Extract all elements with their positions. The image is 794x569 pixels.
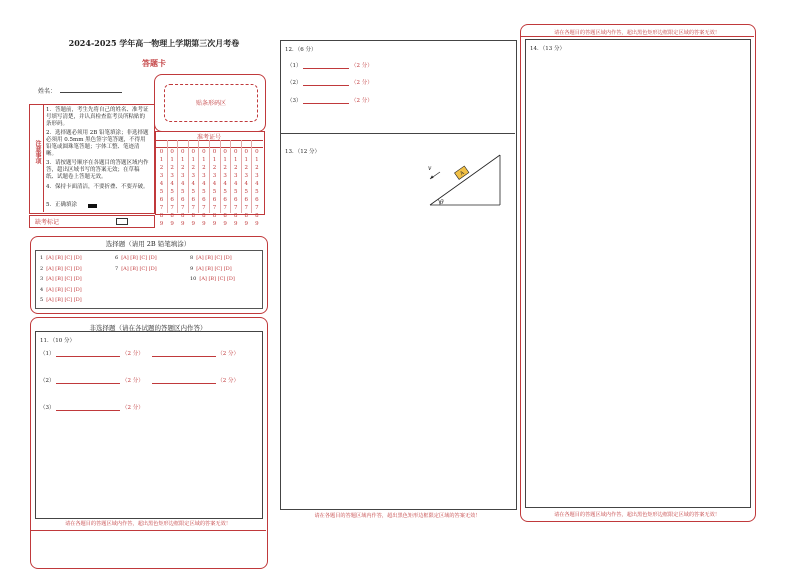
choice-question-number: 10 bbox=[190, 276, 197, 282]
angle-label: θ bbox=[440, 199, 444, 206]
warning-col3-bottom: 请在各题目的答题区域内作答，超出黑色矩形边框限定区域的答案无效！ bbox=[553, 512, 720, 518]
exam-id-digit-bubble[interactable]: 3 bbox=[191, 173, 196, 179]
choice-option-bubbles[interactable]: [A] [B] [C] [D] bbox=[121, 255, 157, 261]
exam-id-digit-bubble[interactable]: 3 bbox=[180, 173, 185, 179]
choice-question-number: 3 bbox=[40, 276, 44, 282]
exam-id-digit-bubble[interactable]: 1 bbox=[180, 157, 185, 163]
choice-option-bubbles[interactable]: [A] [B] [C] [D] bbox=[199, 276, 235, 282]
exam-id-digit-bubble[interactable]: 6 bbox=[223, 197, 227, 203]
exam-id-digit-bubble[interactable]: 1 bbox=[202, 157, 206, 163]
exam-id-digit-bubble[interactable]: 1 bbox=[159, 157, 164, 163]
incline-figure bbox=[418, 150, 504, 212]
exam-id-col-divider bbox=[209, 140, 210, 213]
choice-option-bubbles[interactable]: [A] [B] [C] [D] bbox=[196, 255, 232, 261]
choice-question-number: 9 bbox=[190, 266, 194, 272]
q12-answer-line[interactable] bbox=[303, 68, 349, 69]
exam-id-digit-bubble[interactable]: 2 bbox=[244, 165, 249, 171]
absent-checkbox[interactable] bbox=[116, 218, 128, 225]
exam-id-digit-bubble[interactable]: 6 bbox=[255, 197, 259, 203]
q11-points: （2 分） bbox=[122, 351, 144, 357]
exam-id-column bbox=[231, 148, 240, 228]
exam-id-digit-bubble[interactable]: 8 bbox=[233, 213, 238, 219]
exam-id-digit-bubble[interactable]: 4 bbox=[191, 181, 196, 187]
q11-points: （2 分） bbox=[217, 351, 239, 357]
choice-question-number: 1 bbox=[40, 255, 44, 261]
incline-slope bbox=[430, 155, 500, 205]
exam-id-digit-bubble[interactable]: 4 bbox=[223, 181, 227, 187]
barcode-label: 贴条形码区 bbox=[195, 100, 226, 107]
note-item-3: 3．请按题号顺序在各题目的答题区域内作答，超出区域书写的答案无效；在草稿纸、试题卷上答题无效。 bbox=[46, 160, 149, 180]
exam-id-digit-bubble[interactable]: 3 bbox=[223, 173, 227, 179]
exam-id-digit-bubble[interactable]: 8 bbox=[180, 213, 185, 219]
warning-col3-top: 请在各题目的答题区域内作答，超出黑色矩形边框限定区域的答案无效！ bbox=[553, 30, 720, 36]
exam-id-digit-bubble[interactable]: 9 bbox=[202, 221, 206, 227]
exam-id-digit-bubble[interactable]: 0 bbox=[159, 149, 164, 155]
exam-id-digit-bubble[interactable]: 4 bbox=[202, 181, 206, 187]
filled-mark-sample bbox=[88, 204, 97, 208]
q12-part-3: （3） bbox=[287, 98, 302, 104]
exam-id-digit-bubble[interactable]: 7 bbox=[255, 205, 259, 211]
exam-id-digit-bubble[interactable]: 3 bbox=[159, 173, 164, 179]
q12-row-1 bbox=[287, 61, 373, 69]
q11-answer-line[interactable] bbox=[56, 383, 120, 384]
exam-id-col-divider bbox=[251, 140, 252, 213]
q11-row-1 bbox=[40, 349, 239, 357]
choice-question-number: 2 bbox=[40, 266, 44, 272]
choice-question-row bbox=[115, 266, 157, 272]
exam-id-digit-bubble[interactable]: 9 bbox=[255, 221, 259, 227]
exam-id-digit-bubble[interactable]: 4 bbox=[159, 181, 164, 187]
exam-id-digit-bubble[interactable]: 0 bbox=[255, 149, 259, 155]
choice-question-number: 8 bbox=[190, 255, 194, 261]
choice-option-bubbles[interactable]: [A] [B] [C] [D] bbox=[46, 276, 82, 282]
exam-id-digit-bubble[interactable]: 7 bbox=[191, 205, 196, 211]
choice-question-row bbox=[115, 255, 157, 261]
exam-id-digit-bubble[interactable]: 1 bbox=[170, 157, 174, 163]
exam-id-digit-bubble[interactable]: 2 bbox=[170, 165, 174, 171]
exam-id-digit-bubble[interactable]: 0 bbox=[180, 149, 185, 155]
exam-id-digit-bubble[interactable]: 8 bbox=[202, 213, 206, 219]
choice-question-row bbox=[190, 255, 232, 261]
q12-points: （2 分） bbox=[351, 80, 373, 86]
exam-id-digit-bubble[interactable]: 9 bbox=[244, 221, 249, 227]
exam-id-digit-bubble[interactable]: 9 bbox=[212, 221, 217, 227]
exam-id-column bbox=[210, 148, 219, 228]
exam-id-digit-bubble[interactable]: 6 bbox=[180, 197, 185, 203]
q11-row-2 bbox=[40, 376, 239, 384]
choice-question-row bbox=[190, 266, 232, 272]
q12-part-2: （2） bbox=[287, 80, 302, 86]
name-label: 姓名： bbox=[38, 88, 57, 95]
choice-question-row bbox=[40, 287, 82, 293]
exam-id-digit-bubble[interactable]: 2 bbox=[159, 165, 164, 171]
choice-option-bubbles[interactable]: [A] [B] [C] [D] bbox=[46, 266, 82, 272]
q14-label: 14．（13 分） bbox=[530, 46, 565, 52]
exam-id-digit-bubble[interactable]: 5 bbox=[159, 189, 164, 195]
exam-id-col-divider bbox=[220, 140, 221, 213]
exam-id-column bbox=[178, 148, 187, 228]
exam-id-digit-bubble[interactable]: 7 bbox=[244, 205, 249, 211]
exam-id-label: 准考证号 bbox=[196, 134, 221, 141]
q11-points: （2 分） bbox=[122, 378, 144, 384]
exam-id-digit-bubble[interactable]: 6 bbox=[191, 197, 196, 203]
exam-id-digit-bubble[interactable]: 2 bbox=[212, 165, 217, 171]
exam-id-digit-bubble[interactable]: 7 bbox=[180, 205, 185, 211]
exam-id-digit-bubble[interactable]: 9 bbox=[191, 221, 196, 227]
exam-id-digit-bubble[interactable]: 0 bbox=[244, 149, 249, 155]
exam-id-digit-bubble[interactable]: 3 bbox=[202, 173, 206, 179]
exam-id-col-divider bbox=[167, 140, 168, 213]
exam-id-digit-bubble[interactable]: 1 bbox=[212, 157, 217, 163]
exam-id-digit-bubble[interactable]: 3 bbox=[170, 173, 174, 179]
name-field[interactable] bbox=[60, 92, 122, 93]
exam-id-col-divider bbox=[188, 140, 189, 213]
exam-id-digit-bubble[interactable]: 0 bbox=[202, 149, 206, 155]
warning-col1: 请在各题目的答题区域内作答，超出黑色矩形边框限定区域的答案无效！ bbox=[64, 521, 231, 527]
exam-id-digit-bubble[interactable]: 0 bbox=[212, 149, 217, 155]
q12-points: （2 分） bbox=[351, 63, 373, 69]
exam-id-column bbox=[221, 148, 230, 228]
exam-id-digit-bubble[interactable]: 7 bbox=[159, 205, 164, 211]
absent-label: 缺考标记 bbox=[35, 219, 60, 226]
exam-id-digit-bubble[interactable]: 8 bbox=[223, 213, 227, 219]
q11-answer-line[interactable] bbox=[152, 356, 216, 357]
exam-id-digit-bubble[interactable]: 0 bbox=[233, 149, 238, 155]
exam-id-digit-bubble[interactable]: 8 bbox=[159, 213, 164, 219]
q11-part-2: （2） bbox=[40, 378, 55, 384]
exam-id-digit-bubble[interactable]: 6 bbox=[233, 197, 238, 203]
exam-id-column bbox=[168, 148, 177, 228]
q11-box bbox=[35, 331, 263, 519]
exam-id-digit-bubble[interactable]: 5 bbox=[191, 189, 196, 195]
exam-id-digit-bubble[interactable]: 7 bbox=[233, 205, 238, 211]
q12-q13-divider bbox=[280, 133, 515, 134]
choice-question-number: 6 bbox=[115, 255, 119, 261]
exam-id-column bbox=[189, 148, 198, 228]
exam-id-digit-bubble[interactable]: 2 bbox=[233, 165, 238, 171]
exam-id-digit-bubble[interactable]: 7 bbox=[170, 205, 174, 211]
exam-id-col-divider bbox=[177, 140, 178, 213]
q12-answer-line[interactable] bbox=[303, 103, 349, 104]
note-item-5: 5．正确填涂 bbox=[46, 202, 77, 208]
exam-id-digit-bubble[interactable]: 9 bbox=[159, 221, 164, 227]
choice-option-bubbles[interactable]: [A] [B] [C] [D] bbox=[46, 287, 82, 293]
q12-row-3 bbox=[287, 96, 373, 104]
exam-id-digit-bubble[interactable]: 6 bbox=[159, 197, 164, 203]
exam-id-col-divider bbox=[241, 140, 242, 213]
note-item-1: 1．答题前，考生先将自己的姓名、准考证号填写清楚，并认真检查监考员所粘贴的条形码。 bbox=[46, 107, 149, 127]
choice-option-bubbles[interactable]: [A] [B] [C] [D] bbox=[196, 266, 232, 272]
block-label: A bbox=[459, 170, 466, 178]
exam-id-digit-bubble[interactable]: 4 bbox=[255, 181, 259, 187]
q12-points: （2 分） bbox=[351, 98, 373, 104]
exam-id-digit-bubble[interactable]: 1 bbox=[255, 157, 259, 163]
arrow-head-icon bbox=[430, 175, 434, 179]
exam-id-digit-bubble[interactable]: 5 bbox=[180, 189, 185, 195]
choice-question-row bbox=[40, 297, 82, 303]
note-item-4: 4．保持卡面清洁，不要折叠、不要弄破。 bbox=[46, 184, 149, 190]
exam-title: 2024-2025 学年高一物理上学期第三次月考卷 bbox=[68, 38, 240, 48]
q11-answer-line[interactable] bbox=[56, 410, 120, 411]
exam-id-column bbox=[252, 148, 261, 228]
exam-id-digit-bubble[interactable]: 3 bbox=[233, 173, 238, 179]
choice-question-row bbox=[190, 276, 235, 282]
q12-answer-line[interactable] bbox=[303, 85, 349, 86]
exam-id-column bbox=[199, 148, 208, 228]
exam-id-digit-bubble[interactable]: 7 bbox=[212, 205, 217, 211]
exam-id-digit-bubble[interactable]: 8 bbox=[255, 213, 259, 219]
notes-side-label: 注意事项 bbox=[34, 140, 41, 164]
exam-id-digit-bubble[interactable]: 3 bbox=[244, 173, 249, 179]
exam-id-digit-bubble[interactable]: 2 bbox=[255, 165, 259, 171]
choice-question-number: 5 bbox=[40, 297, 44, 303]
notes-divider bbox=[43, 104, 44, 212]
exam-id-digit-bubble[interactable]: 4 bbox=[180, 181, 185, 187]
exam-id-digit-bubble[interactable]: 8 bbox=[244, 213, 249, 219]
exam-id-digit-bubble[interactable]: 4 bbox=[212, 181, 217, 187]
exam-id-digit-bubble[interactable]: 5 bbox=[233, 189, 238, 195]
choice-question-number: 4 bbox=[40, 287, 44, 293]
choice-question-number: 7 bbox=[115, 266, 119, 272]
exam-id-digit-bubble[interactable]: 9 bbox=[180, 221, 185, 227]
exam-id-digit-bubble[interactable]: 1 bbox=[223, 157, 227, 163]
q12-q13-box bbox=[280, 40, 517, 510]
exam-id-digit-bubble[interactable]: 7 bbox=[223, 205, 227, 211]
q14-box bbox=[525, 39, 751, 508]
velocity-label: v bbox=[428, 165, 432, 172]
exam-id-digit-bubble[interactable]: 3 bbox=[212, 173, 217, 179]
barcode-area bbox=[164, 84, 258, 122]
exam-id-digit-bubble[interactable]: 2 bbox=[223, 165, 227, 171]
q11-part-1: （1） bbox=[40, 351, 55, 357]
exam-id-digit-bubble[interactable]: 2 bbox=[202, 165, 206, 171]
exam-id-digit-bubble[interactable]: 9 bbox=[170, 221, 174, 227]
exam-id-digit-bubble[interactable]: 7 bbox=[202, 205, 206, 211]
exam-id-digit-bubble[interactable]: 6 bbox=[212, 197, 217, 203]
q11-label: 11．（10 分） bbox=[40, 338, 75, 344]
choice-title: 选择题（请用 2B 铅笔填涂） bbox=[105, 240, 191, 248]
exam-id-digit-bubble[interactable]: 1 bbox=[191, 157, 196, 163]
exam-id-digit-bubble[interactable]: 0 bbox=[191, 149, 196, 155]
choice-option-bubbles[interactable]: [A] [B] [C] [D] bbox=[121, 266, 157, 272]
exam-id-digit-bubble[interactable]: 1 bbox=[244, 157, 249, 163]
q12-part-1: （1） bbox=[287, 63, 302, 69]
answer-sheet-subtitle: 答题卡 bbox=[142, 58, 166, 68]
nonchoice-title: 非选择题（请在各试题的答题区内作答） bbox=[89, 324, 207, 332]
q11-row-3 bbox=[40, 403, 144, 411]
exam-id-digit-bubble[interactable]: 5 bbox=[170, 189, 174, 195]
exam-id-digit-bubble[interactable]: 8 bbox=[170, 213, 174, 219]
exam-id-digit-bubble[interactable]: 4 bbox=[233, 181, 238, 187]
exam-id-digit-bubble[interactable]: 5 bbox=[212, 189, 217, 195]
exam-id-digit-bubble[interactable]: 5 bbox=[202, 189, 206, 195]
choice-option-bubbles[interactable]: [A] [B] [C] [D] bbox=[46, 297, 82, 303]
exam-id-digit-bubble[interactable]: 5 bbox=[223, 189, 227, 195]
q11-answer-line[interactable] bbox=[56, 356, 120, 357]
warning-col2: 请在各题目的答题区域内作答，超出黑色矩形边框限定区域的答案无效！ bbox=[314, 513, 481, 519]
choice-option-bubbles[interactable]: [A] [B] [C] [D] bbox=[46, 255, 82, 261]
exam-id-digit-bubble[interactable]: 6 bbox=[202, 197, 206, 203]
exam-id-digit-bubble[interactable]: 4 bbox=[170, 181, 174, 187]
choice-question-row bbox=[40, 276, 82, 282]
exam-id-digit-bubble[interactable]: 3 bbox=[255, 173, 259, 179]
q12-label: 12．（6 分） bbox=[285, 47, 317, 53]
q12-row-2 bbox=[287, 78, 373, 86]
exam-id-digit-bubble[interactable]: 2 bbox=[180, 165, 185, 171]
q11-answer-line[interactable] bbox=[152, 383, 216, 384]
exam-id-digit-bubble[interactable]: 0 bbox=[170, 149, 174, 155]
exam-id-digit-bubble[interactable]: 1 bbox=[233, 157, 238, 163]
exam-id-digit-bubble[interactable]: 6 bbox=[170, 197, 174, 203]
q11-points: （2 分） bbox=[217, 378, 239, 384]
exam-id-digit-bubble[interactable]: 0 bbox=[223, 149, 227, 155]
exam-id-column bbox=[157, 148, 166, 228]
exam-id-digit-bubble[interactable]: 2 bbox=[191, 165, 196, 171]
exam-id-digit-bubble[interactable]: 5 bbox=[255, 189, 259, 195]
choice-question-row bbox=[40, 266, 82, 272]
exam-id-column bbox=[242, 148, 251, 228]
exam-id-digit-bubble[interactable]: 8 bbox=[212, 213, 217, 219]
exam-id-digit-bubble[interactable]: 9 bbox=[233, 221, 238, 227]
q11-part-3: （3） bbox=[40, 405, 55, 411]
note-item-2: 2．选择题必须用 2B 铅笔填涂；非选择题必须用 0.5mm 黑色签字笔答题，不得用铅笔或圆珠笔答题；字体工整、笔迹清晰。 bbox=[46, 130, 149, 157]
q13-label: 13．（12 分） bbox=[285, 149, 320, 155]
choice-question-row bbox=[40, 255, 82, 261]
exam-id-digit-bubble[interactable]: 6 bbox=[244, 197, 249, 203]
q14-top-divider bbox=[520, 36, 754, 37]
warning-divider bbox=[30, 530, 266, 531]
exam-id-digit-bubble[interactable]: 4 bbox=[244, 181, 249, 187]
exam-id-digit-bubble[interactable]: 8 bbox=[191, 213, 196, 219]
exam-id-col-divider bbox=[230, 140, 231, 213]
exam-id-col-divider bbox=[198, 140, 199, 213]
q11-points: （2 分） bbox=[122, 405, 144, 411]
exam-id-digit-bubble[interactable]: 5 bbox=[244, 189, 249, 195]
exam-id-digit-bubble[interactable]: 9 bbox=[223, 221, 227, 227]
